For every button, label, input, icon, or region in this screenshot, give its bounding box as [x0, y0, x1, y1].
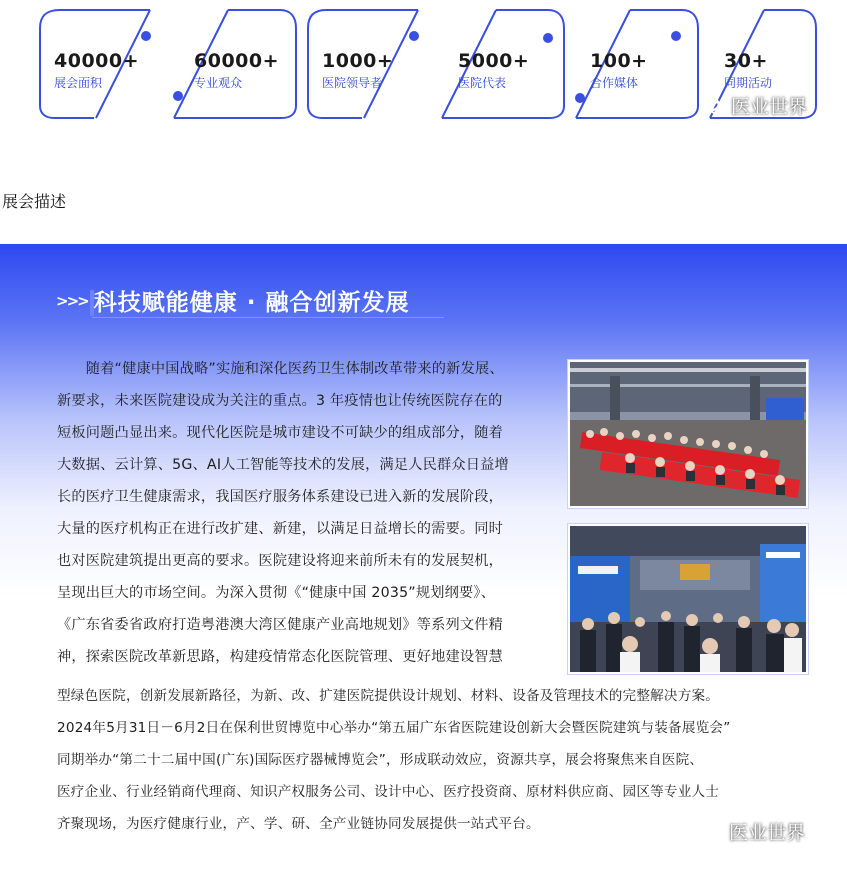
- paragraph-line: 2024年5月31日－6月2日在保利世贸博览中心举办“第五届广东省医院建设创新大会暨医院建筑与装备展览会”: [57, 720, 731, 736]
- paragraph-line: 新要求，未来医院建设成为关注的重点。3 年疫情也让传统医院存在的: [57, 393, 503, 409]
- stat-label: 合作媒体: [590, 76, 639, 90]
- watermark: [700, 92, 807, 119]
- paragraph-line: 呈现出巨大的市场空间。为深入贯彻《“健康中国 2035”规划纲要》、: [57, 585, 496, 601]
- stat-label: 医院代表: [458, 76, 507, 90]
- arrows-icon: >>>: [56, 291, 88, 310]
- paragraph-line: 型绿色医院，创新发展新路径，为新、改、扩建医院提供设计规划、材料、设备及管理技术的完整解决方案。: [57, 688, 720, 704]
- banner-heading: [56, 284, 409, 317]
- stat-number: 1000+: [322, 50, 394, 72]
- paragraph-line: 也对医院建筑提出更高的要求。医院建设将迎来前所未有的发展契机，: [57, 553, 504, 569]
- exhibition-banner: [0, 244, 847, 874]
- stat-card: [38, 6, 158, 118]
- headline-underline: [92, 317, 444, 318]
- stat-card: [440, 6, 560, 118]
- stat-number: 40000+: [54, 50, 140, 72]
- stat-number: 100+: [590, 50, 648, 72]
- wechat-icon: [698, 822, 724, 842]
- watermark: [698, 818, 805, 845]
- stat-label: 展会面积: [54, 76, 103, 90]
- paragraph-line: 同期举办“第二十二届中国(广东)国际医疗器械博览会”，形成联动效应，资源共享，展会将聚焦来自医院、: [57, 752, 704, 768]
- paragraph-line: 长的医疗卫生健康需求，我国医疗服务体系建设已进入新的发展阶段，: [57, 489, 504, 505]
- banner-headline: 科技赋能健康 · 融合创新发展: [93, 290, 410, 316]
- stat-label: 专业观众: [194, 76, 243, 90]
- exhibition-crowd-image: [570, 526, 806, 672]
- stat-card: [172, 6, 292, 118]
- stats-strip: [0, 0, 847, 140]
- paragraph-line: 大量的医疗机构正在进行改扩建、新建，以满足日益增长的需要。同时: [57, 521, 504, 537]
- wechat-icon: [700, 96, 726, 116]
- paragraph-line: 《广东省委省政府打造粤港澳大湾区健康产业高地规划》等系列文件精: [57, 617, 504, 633]
- stat-number: 5000+: [458, 50, 530, 72]
- paragraph-line: 医疗企业、行业经销商代理商、知识产权服务公司、设计中心、医疗投资商、原材料供应商、园区等专业人士: [57, 784, 720, 800]
- paragraph-line: 神，探索医院改革新思路，构建疫情常态化医院管理、更好地建设智慧: [57, 649, 504, 665]
- section-title: 展会描述: [2, 192, 67, 211]
- stat-number: 30+: [724, 50, 768, 72]
- stat-card: [306, 6, 426, 118]
- conference-hall-image: [570, 362, 806, 506]
- paragraph-line: 短板问题凸显出来。现代化医院是城市建设不可缺少的组成部分，随着: [57, 425, 504, 441]
- conference-photo: [568, 360, 808, 508]
- exhibition-photo: [568, 524, 808, 674]
- stat-card: [574, 6, 694, 118]
- watermark-text: 医业世界: [729, 822, 806, 844]
- stat-number: 60000+: [194, 50, 280, 72]
- watermark-text: 医业世界: [731, 96, 808, 118]
- paragraph-line: 齐聚现场，为医疗健康行业，产、学、研、全产业链协同发展提供一站式平台。: [57, 816, 540, 832]
- stat-label: 同期活动: [724, 76, 773, 90]
- paragraph-line: 大数据、云计算、5G、AI人工智能等技术的发展，满足人民群众日益增: [57, 457, 509, 473]
- paragraph-line: 随着“健康中国战略”实施和深化医药卫生体制改革带来的新发展、: [57, 361, 504, 377]
- stat-label: 医院领导者: [322, 76, 383, 90]
